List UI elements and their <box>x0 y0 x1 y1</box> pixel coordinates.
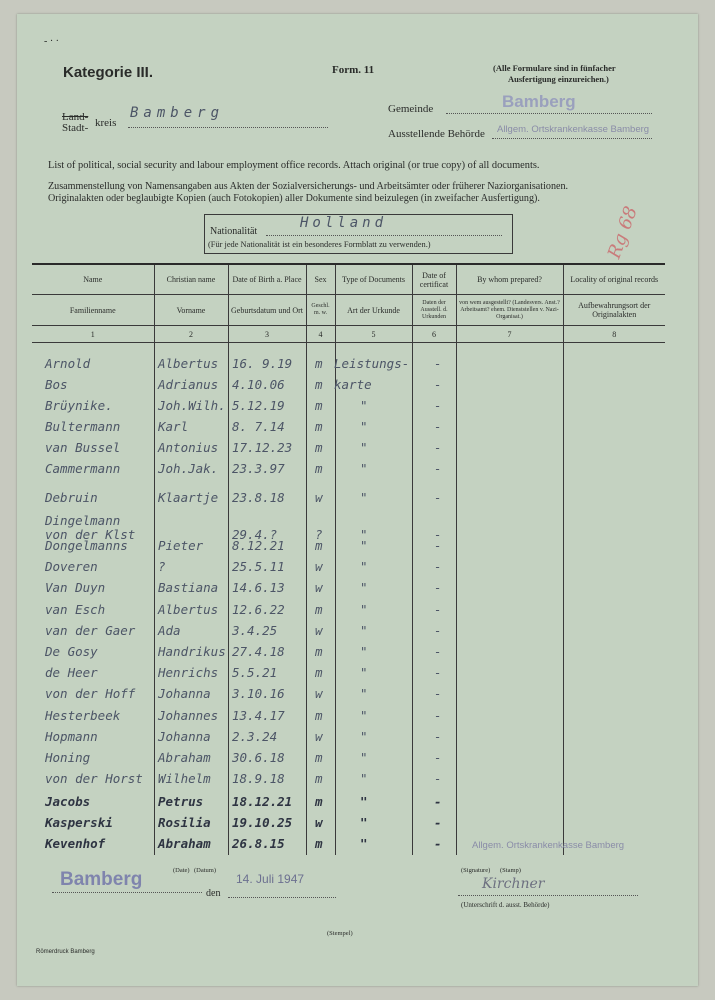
cell-document-type: " <box>360 794 368 809</box>
col-number-5: 5 <box>335 326 412 343</box>
cell-document-type: " <box>360 419 368 434</box>
cell-document-type: " <box>360 538 368 553</box>
cell-christian-name: Wilhelm <box>158 771 211 786</box>
cell-certificate-date: - <box>434 461 442 476</box>
cell-certificate-date: - <box>434 665 442 680</box>
cell-certificate-date: - <box>434 750 442 765</box>
cell-certificate-date: - <box>434 771 442 786</box>
cell-family-name: von der Horst <box>45 771 143 786</box>
cell-christian-name: Handrikus <box>158 644 226 659</box>
cell-birth-date: 17.12.23 <box>232 440 293 455</box>
cell-sex: w <box>315 729 323 744</box>
cell-certificate-date: - <box>434 490 442 505</box>
cell-family-name: Doveren <box>45 559 98 574</box>
cell-christian-name: Petrus <box>158 794 204 809</box>
date-label-de: (Datum) <box>194 867 217 874</box>
nationality-note: (Für jede Nationalität ist ein besonderes Formblatt zu verwenden.) <box>208 240 431 249</box>
cell-certificate-date: - <box>434 527 442 542</box>
col-cert-date-de: Daten der Ausstell. d. Urkunden <box>412 295 456 326</box>
cell-sex: w <box>315 490 323 505</box>
margin-marks: - · · <box>44 36 59 47</box>
cell-birth-date: 8. 7.14 <box>232 419 285 434</box>
cell-sex: m <box>315 398 323 413</box>
cell-certificate-date: - <box>434 836 442 851</box>
cell-christian-name: Albertus <box>158 602 219 617</box>
col-cert-date-en: Date of certificat <box>412 264 456 295</box>
cell-birth-date: 25.5.11 <box>232 559 285 574</box>
cell-birth-date: 23.8.18 <box>232 490 285 505</box>
cell-christian-name: Henrichs <box>158 665 219 680</box>
column-rule <box>412 343 413 855</box>
column-rule <box>154 343 155 855</box>
cell-family-name: von der Klst <box>45 527 136 542</box>
col-christian-name-en: Christian name <box>154 264 228 295</box>
cell-family-name: De Gosy <box>45 644 98 659</box>
nationality-value: Holland <box>300 215 388 231</box>
col-number-1: 1 <box>32 326 154 343</box>
signature: Kirchner <box>482 876 545 892</box>
cell-christian-name: Joh.Wilh. <box>158 398 226 413</box>
stadt-label: Stadt- <box>62 122 89 134</box>
cell-christian-name: Albertus <box>158 356 219 371</box>
nationality-dotted-line <box>266 235 502 236</box>
cell-christian-name: Abraham <box>158 836 211 851</box>
cell-birth-date: 16. 9.19 <box>232 356 293 371</box>
col-christian-name-de: Vorname <box>154 295 228 326</box>
cell-document-type: " <box>360 623 368 638</box>
cell-birth-date: 18.9.18 <box>232 771 285 786</box>
cell-document-type: " <box>360 602 368 617</box>
category-title: Kategorie III. <box>63 64 154 81</box>
col-doc-type-en: Type of Documents <box>335 264 412 295</box>
cell-family-name: van der Gaer <box>45 623 136 638</box>
cell-certificate-date: - <box>434 377 442 392</box>
cell-christian-name: Pieter <box>158 538 204 553</box>
printer-imprint: Römerdruck Bamberg <box>36 949 95 955</box>
form-number: Form. 11 <box>332 64 375 76</box>
gemeinde-label: Gemeinde <box>388 103 434 115</box>
cell-family-name: Brüynike. <box>45 398 113 413</box>
cell-christian-name: Johanna <box>158 686 211 701</box>
cell-sex: m <box>315 419 323 434</box>
cell-document-type: " <box>360 815 368 830</box>
copies-note-line1: (Alle Formulare sind in fünfacher <box>493 63 616 73</box>
cell-birth-date: 13.4.17 <box>232 708 285 723</box>
signature-label-de: (Unterschrift d. ausst. Behörde) <box>461 901 550 909</box>
cell-sex: w <box>315 580 323 595</box>
cell-birth-date: 5.5.21 <box>232 665 278 680</box>
cell-sex: m <box>315 836 323 851</box>
cell-family-name: Bos <box>45 377 68 392</box>
cell-family-name: Kasperski <box>45 815 113 830</box>
stempel-label: (Stempel) <box>327 930 353 937</box>
cell-birth-date: 2.3.24 <box>232 729 278 744</box>
col-prepared-by-de: von wem ausgestellt? (Landesvers. Anst.? Arbeitsamt? ehem. Dienststellen v. Nazi-Organisat.) <box>456 295 563 326</box>
col-number-7: 7 <box>456 326 563 343</box>
cell-birth-date: 27.4.18 <box>232 644 285 659</box>
col-number-6: 6 <box>412 326 456 343</box>
cell-certificate-date: - <box>434 644 442 659</box>
cell-family-name: Dingelmann <box>45 513 121 528</box>
cell-family-name: Honing <box>45 750 91 765</box>
cell-document-type: " <box>360 836 368 851</box>
cell-family-name: Arnold <box>45 356 91 371</box>
col-prepared-by-en: By whom prepared? <box>456 264 563 295</box>
cell-christian-name: Ada <box>158 623 181 638</box>
cell-certificate-date: - <box>434 440 442 455</box>
col-birth-en: Date of Birth a. Place <box>228 264 306 295</box>
copies-note-line2: Ausfertigung einzureichen.) <box>508 74 609 84</box>
date-label-en: (Date) <box>173 867 190 874</box>
cell-family-name: Kevenhof <box>45 836 106 851</box>
cell-family-name: de Heer <box>45 665 98 680</box>
cell-sex: m <box>315 665 323 680</box>
cell-birth-date: 14.6.13 <box>232 580 285 595</box>
cell-sex: m <box>315 750 323 765</box>
cell-document-type: " <box>360 708 368 723</box>
col-locality-en: Locality of original records <box>563 264 665 295</box>
cell-birth-date: 19.10.25 <box>232 815 293 830</box>
cell-document-type: " <box>360 559 368 574</box>
cell-document-type: " <box>360 686 368 701</box>
cell-family-name: van Bussel <box>45 440 121 455</box>
cell-family-name: Jacobs <box>45 794 91 809</box>
column-rule <box>456 343 457 855</box>
cell-sex: m <box>315 602 323 617</box>
cell-document-type: " <box>360 771 368 786</box>
cell-christian-name: Johanna <box>158 729 211 744</box>
intro-german-line1: Zusammenstellung von Namensangaben aus Akten der Sozialversicherungs- und Arbeitsämter oder früherer Naziorganisationen. <box>48 181 569 192</box>
column-rule <box>306 343 307 855</box>
cell-certificate-date: - <box>434 580 442 595</box>
den-label: den <box>206 888 221 899</box>
cell-document-type: " <box>360 750 368 765</box>
cell-certificate-date: - <box>434 729 442 744</box>
col-name-de: Familienname <box>32 295 154 326</box>
cell-certificate-date: - <box>434 815 442 830</box>
authority-dotted-line <box>492 138 652 139</box>
cell-birth-date: 18.12.21 <box>232 794 293 809</box>
column-rule <box>228 343 229 855</box>
cell-family-name: Van Duyn <box>45 580 106 595</box>
cell-family-name: Debruin <box>45 490 98 505</box>
cell-certificate-date: - <box>434 356 442 371</box>
cell-family-name: Bultermann <box>45 419 121 434</box>
cell-certificate-date: - <box>434 708 442 723</box>
land-label: Land- <box>62 111 89 123</box>
cell-certificate-date: - <box>434 538 442 553</box>
cell-birth-date: 26.8.15 <box>232 836 285 851</box>
cell-sex: m <box>315 708 323 723</box>
cell-certificate-date: - <box>434 559 442 574</box>
cell-christian-name: Adrianus <box>158 377 219 392</box>
kreis-label: kreis <box>95 117 117 129</box>
authority-stamp: Allgem. Ortskrankenkasse Bamberg <box>497 124 650 135</box>
cell-document-type: " <box>360 665 368 680</box>
cell-certificate-date: - <box>434 398 442 413</box>
cell-sex: m <box>315 461 323 476</box>
cell-family-name: Dongelmanns <box>45 538 128 553</box>
cell-family-name: Hesterbeek <box>45 708 121 723</box>
cell-christian-name: Joh.Jak. <box>158 461 219 476</box>
cell-birth-date: 3.4.25 <box>232 623 278 638</box>
cell-sex: m <box>315 794 323 809</box>
cell-sex: w <box>315 815 323 830</box>
col-number-3: 3 <box>228 326 306 343</box>
column-rule <box>563 343 564 855</box>
col-sex-en: Sex <box>306 264 335 295</box>
col-doc-type-de: Art der Urkunde <box>335 295 412 326</box>
cell-certificate-date: - <box>434 686 442 701</box>
gemeinde-stamp: Bamberg <box>502 92 576 111</box>
place-dotted-line <box>52 892 202 893</box>
cell-document-type: " <box>360 440 368 455</box>
intro-german-line2: Originalakten oder beglaubigte Kopien (auch Fotokopien) aller Dokumente sind beizulegen (in zweifacher Ausfertigung). <box>48 193 540 204</box>
cell-sex: m <box>315 440 323 455</box>
cell-christian-name: ? <box>158 559 166 574</box>
cell-sex: m <box>315 644 323 659</box>
col-number-8: 8 <box>563 326 665 343</box>
cell-birth-date: 5.12.19 <box>232 398 285 413</box>
cell-sex: m <box>315 538 323 553</box>
cell-birth-date: 8.12.21 <box>232 538 285 553</box>
cell-family-name: van Esch <box>45 602 106 617</box>
cell-document-type: " <box>360 644 368 659</box>
cell-family-name: Cammermann <box>45 461 121 476</box>
col-number-4: 4 <box>306 326 335 343</box>
cell-document-type: Leistungs- <box>334 356 410 371</box>
cell-certificate-date: - <box>434 794 442 809</box>
cell-birth-date: 29.4.? <box>232 527 278 542</box>
cell-family-name: von der Hoff <box>45 686 136 701</box>
authority-label: Ausstellende Behörde <box>388 128 485 140</box>
cell-sex: w <box>315 686 323 701</box>
cell-christian-name: Johannes <box>158 708 219 723</box>
cell-birth-date: 30.6.18 <box>232 750 285 765</box>
col-name-en: Name <box>32 264 154 295</box>
cell-sex: m <box>315 356 323 371</box>
cell-document-type: " <box>360 527 368 542</box>
column-rule <box>335 343 336 855</box>
cell-birth-date: 3.10.16 <box>232 686 285 701</box>
cell-sex: w <box>315 559 323 574</box>
cell-christian-name: Antonius <box>158 440 219 455</box>
cell-christian-name: Abraham <box>158 750 211 765</box>
stamp-label-en: (Stamp) <box>500 867 521 874</box>
cell-certificate-date: - <box>434 602 442 617</box>
cell-document-type: " <box>360 729 368 744</box>
cell-christian-name: Karl <box>158 419 189 434</box>
col-sex-de: Geschl. m. w. <box>306 295 335 326</box>
signature-dotted-line <box>458 895 638 896</box>
col-locality-de: Aufbewahrungsort der Originalakten <box>563 295 665 326</box>
cell-certificate-date: - <box>434 623 442 638</box>
cell-document-type: " <box>360 490 368 505</box>
cell-birth-date: 12.6.22 <box>232 602 285 617</box>
date-stamp: 14. Juli 1947 <box>236 872 305 886</box>
intro-english: List of political, social security and labour employment office records. Attach original (or true copy) of all documents. <box>48 160 540 171</box>
kreis-dotted-line <box>128 127 328 128</box>
cell-document-type: " <box>360 580 368 595</box>
cell-sex: ? <box>315 527 323 542</box>
authority-stamp-footer: Allgem. Ortskrankenkasse Bamberg <box>472 840 625 851</box>
cell-document-type: " <box>360 398 368 413</box>
cell-birth-date: 4.10.06 <box>232 377 285 392</box>
gemeinde-dotted-line <box>446 113 652 114</box>
cell-christian-name: Klaartje <box>158 490 219 505</box>
cell-christian-name: Bastiana <box>158 580 219 595</box>
records-table-header <box>32 263 665 343</box>
date-dotted-line <box>228 897 336 898</box>
cell-family-name: Hopmann <box>45 729 98 744</box>
margin-handwritten-note: Rg 68 <box>603 203 642 262</box>
col-birth-de: Geburtsdatum und Ort <box>228 295 306 326</box>
col-number-2: 2 <box>154 326 228 343</box>
place-stamp: Bamberg <box>60 869 143 890</box>
nationality-label: Nationalität <box>210 226 258 237</box>
cell-certificate-date: - <box>434 419 442 434</box>
cell-birth-date: 23.3.97 <box>232 461 285 476</box>
cell-christian-name: Rosilia <box>158 815 211 830</box>
cell-document-type: " <box>360 461 368 476</box>
kreis-value: Bamberg <box>130 105 225 121</box>
cell-document-type: karte <box>334 377 372 392</box>
signature-label-en: (Signature) <box>461 867 491 874</box>
cell-sex: w <box>315 623 323 638</box>
cell-sex: m <box>315 377 323 392</box>
cell-sex: m <box>315 771 323 786</box>
